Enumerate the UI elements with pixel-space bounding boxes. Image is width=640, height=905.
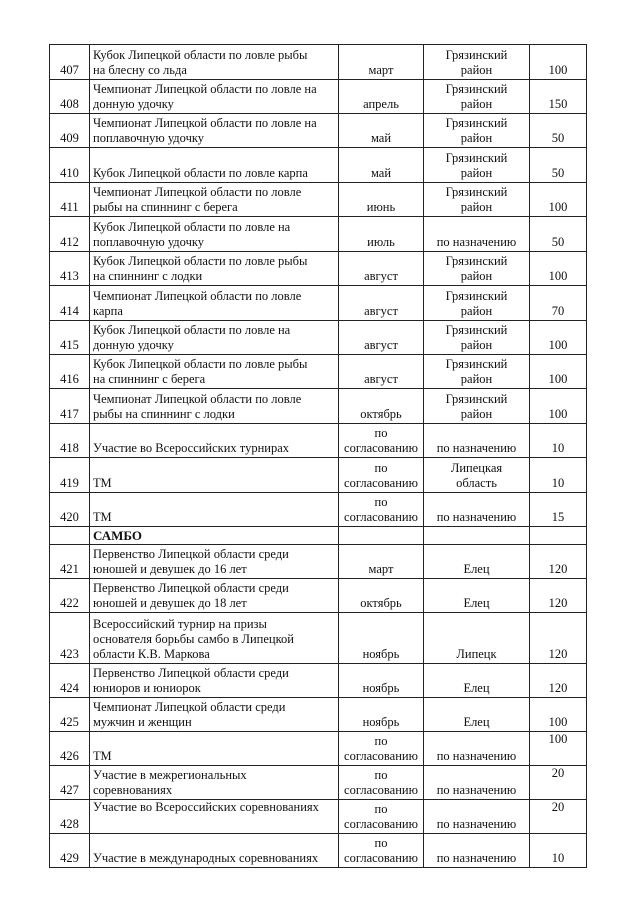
participants-count [530,183,587,217]
table-row [50,114,587,148]
participants-count [530,389,587,424]
event-place [424,545,530,579]
section-num-cell [50,527,90,545]
event-name-line: Первенство Липецкой области среди [93,547,289,561]
event-date [339,217,424,252]
event-place [424,834,530,868]
table-row [50,424,587,458]
event-place-line: по назначению [436,235,517,249]
participants-count-line: 120 [548,596,568,610]
events-table [49,44,587,868]
event-date-line: август [364,372,398,386]
event-date-line: июль [367,235,395,249]
participants-count-line: 100 [548,715,568,729]
table-row [50,732,587,766]
event-name-line: юношей и девушек до 16 лет [93,562,247,576]
event-date [339,252,424,286]
event-date [339,148,424,183]
row-number-line: 414 [60,304,79,318]
row-number-line: 412 [60,235,79,249]
table-row [50,355,587,389]
event-name [90,834,339,868]
event-name-line: Кубок Липецкой области по ловле карпа [93,166,308,180]
event-date [339,493,424,527]
event-place-line: Елец [463,715,490,729]
participants-count [530,545,587,579]
row-number [50,217,90,252]
event-date-line: март [368,562,394,576]
event-date-line: согласованию [344,510,418,524]
participants-count [530,800,587,834]
event-date [339,800,424,834]
event-place-line: по назначению [436,851,517,865]
event-name [90,321,339,355]
event-name-line: рыбы на спиннинг с лодки [93,407,235,421]
event-date-line: март [368,63,394,77]
participants-count-line: 100 [548,269,568,283]
participants-count [530,834,587,868]
section-empty-cell [424,527,530,545]
event-place-line: район [460,338,493,352]
event-date-line: август [364,338,398,352]
event-name [90,114,339,148]
event-name [90,732,339,766]
event-name [90,458,339,493]
row-number [50,80,90,114]
event-place [424,424,530,458]
event-name-line: Всероссийский турнир на призы [93,617,267,631]
event-name-line: на спиннинг с берега [93,372,206,386]
event-date [339,579,424,613]
event-date [339,613,424,664]
participants-count-line: 100 [548,338,568,352]
event-date-line: ноябрь [362,681,400,695]
participants-count [530,286,587,321]
participants-count [530,80,587,114]
event-date-line: май [370,131,392,145]
table-row [50,217,587,252]
event-place-line: район [460,372,493,386]
event-name [90,800,339,834]
row-number-line: 410 [60,166,79,180]
table-row [50,458,587,493]
table-row [50,183,587,217]
event-date-line: по [374,734,388,748]
participants-count-line: 150 [548,97,568,111]
row-number [50,800,90,834]
section-row [50,527,587,545]
event-name-line: юниоров и юниорок [93,681,201,695]
event-place [424,286,530,321]
row-number-line: 425 [60,715,79,729]
event-place-line: Грязинский [445,289,508,303]
event-place-line: район [460,407,493,421]
participants-count-line: 120 [548,562,568,576]
event-name [90,424,339,458]
event-place-line: по назначению [436,749,517,763]
event-name [90,355,339,389]
event-date-line: август [364,269,398,283]
event-place [424,321,530,355]
event-name [90,766,339,800]
participants-count [530,664,587,698]
event-date [339,183,424,217]
event-name [90,45,339,80]
event-place [424,45,530,80]
event-name-line: донную удочку [93,97,174,111]
event-name-line: Кубок Липецкой области по ловле рыбы [93,254,308,268]
event-name-line: Чемпионат Липецкой области среди [93,700,286,714]
row-number [50,252,90,286]
row-number [50,183,90,217]
table-row [50,493,587,527]
event-place-line: район [460,63,493,77]
event-name-line: Чемпионат Липецкой области по ловле [93,392,302,406]
row-number [50,732,90,766]
row-number-line: 415 [60,338,79,352]
table-row [50,766,587,800]
participants-count-line: 50 [551,235,565,249]
event-place-line: район [460,97,493,111]
event-place [424,698,530,732]
row-number [50,698,90,732]
event-name [90,493,339,527]
event-date-line: по [374,768,388,782]
table-row [50,80,587,114]
event-date-line: май [370,166,392,180]
participants-count-line: 20 [551,766,565,780]
event-name [90,698,339,732]
event-place-line: область [456,476,497,490]
event-date [339,698,424,732]
event-place-line: Елец [463,562,490,576]
event-place-line: Липецк [456,647,497,661]
event-place-line: Грязинский [445,392,508,406]
participants-count-line: 10 [551,476,565,490]
event-place-line: Грязинский [445,254,508,268]
event-date-line: по [374,461,388,475]
event-place-line: по назначению [436,510,517,524]
event-name-line: Первенство Липецкой области среди [93,666,289,680]
event-date-line: согласованию [344,851,418,865]
row-number-line: 418 [60,441,79,455]
event-place-line: Елец [463,681,490,695]
event-place [424,183,530,217]
table-row [50,45,587,80]
row-number [50,613,90,664]
event-place [424,800,530,834]
event-place-line: район [460,304,493,318]
event-place [424,732,530,766]
row-number-line: 422 [60,596,79,610]
event-place-line: район [460,131,493,145]
participants-count-line: 10 [551,441,565,455]
table-row [50,579,587,613]
row-number [50,493,90,527]
event-place-line: Грязинский [445,357,508,371]
participants-count-line: 70 [551,304,565,318]
row-number-line: 417 [60,407,79,421]
event-name-line: мужчин и женщин [93,715,192,729]
table-row [50,286,587,321]
event-place-line: Грязинский [445,185,508,199]
event-date-line: июнь [366,200,396,214]
event-place-line: по назначению [436,817,517,831]
event-date-line: согласованию [344,476,418,490]
table-row [50,613,587,664]
participants-count-line: 10 [551,851,565,865]
event-name-line: ТМ [93,476,112,490]
event-place-line: район [460,200,493,214]
event-place-line: Липецкая [450,461,503,475]
event-name-line: Кубок Липецкой области по ловле на [93,220,291,234]
participants-count-line: 50 [551,131,565,145]
table-row [50,148,587,183]
event-name [90,389,339,424]
row-number-line: 429 [60,851,79,865]
event-date [339,321,424,355]
event-name-line: рыбы на спиннинг с берега [93,200,238,214]
row-number [50,458,90,493]
participants-count [530,45,587,80]
event-date-line: октябрь [360,596,402,610]
event-date [339,286,424,321]
event-place-line: Грязинский [445,323,508,337]
event-place [424,766,530,800]
event-place-line: Грязинский [445,116,508,130]
event-place-line: Грязинский [445,151,508,165]
participants-count [530,217,587,252]
event-date [339,458,424,493]
event-place [424,148,530,183]
event-place [424,389,530,424]
row-number-line: 413 [60,269,79,283]
row-number-line: 424 [60,681,79,695]
row-number-line: 428 [60,817,79,831]
event-date [339,45,424,80]
participants-count [530,613,587,664]
row-number [50,389,90,424]
event-date [339,545,424,579]
row-number [50,424,90,458]
event-name-line: карпа [93,304,123,318]
participants-count-line: 15 [551,510,565,524]
section-title-line: САМБО [93,528,143,543]
row-number [50,766,90,800]
row-number [50,834,90,868]
event-date [339,114,424,148]
event-name [90,613,339,664]
participants-count [530,579,587,613]
event-date [339,389,424,424]
event-name-line: Участие в межрегиональных [93,768,247,782]
participants-count [530,493,587,527]
event-date-line: согласованию [344,441,418,455]
participants-count [530,698,587,732]
participants-count-line: 50 [551,166,565,180]
table-row [50,252,587,286]
row-number [50,45,90,80]
participants-count [530,355,587,389]
event-place-line: по назначению [436,783,517,797]
row-number-line: 421 [60,562,79,576]
event-date-line: согласованию [344,749,418,763]
event-name [90,217,339,252]
table-row [50,698,587,732]
row-number-line: 408 [60,97,79,111]
participants-count [530,252,587,286]
participants-count-line: 120 [548,647,568,661]
row-number [50,148,90,183]
event-place [424,114,530,148]
event-name-line: Кубок Липецкой области по ловле на [93,323,291,337]
participants-count-line: 100 [548,372,568,386]
event-name-line: юношей и девушек до 18 лет [93,596,247,610]
event-place-line: Грязинский [445,48,508,62]
event-date [339,766,424,800]
participants-count-line: 100 [548,63,568,77]
participants-count [530,114,587,148]
event-name-line: ТМ [93,510,112,524]
event-place [424,252,530,286]
table-row [50,321,587,355]
event-name-line: Кубок Липецкой области по ловле рыбы [93,48,308,62]
participants-count-line: 20 [551,800,565,814]
event-name [90,286,339,321]
participants-count-line: 100 [548,732,568,746]
event-date [339,355,424,389]
event-name [90,252,339,286]
event-name-line: Чемпионат Липецкой области по ловле [93,185,302,199]
event-name [90,545,339,579]
event-name-line: Участие во Всероссийских соревнованиях [93,800,319,814]
section-title [90,527,339,545]
participants-count [530,766,587,800]
row-number-line: 411 [60,200,79,214]
event-name-line: Кубок Липецкой области по ловле рыбы [93,357,308,371]
event-name [90,183,339,217]
event-name [90,80,339,114]
event-place [424,579,530,613]
participants-count-line: 100 [548,407,568,421]
participants-count-line: 120 [548,681,568,695]
event-name-line: на блесну со льда [93,63,187,77]
event-date-line: по [374,495,388,509]
event-place [424,493,530,527]
event-place [424,664,530,698]
event-name-line: Первенство Липецкой области среди [93,581,289,595]
event-name [90,579,339,613]
event-name-line: поплавочную удочку [93,131,205,145]
participants-count [530,148,587,183]
event-date-line: апрель [363,97,399,111]
event-place-line: район [460,166,493,180]
event-name-line: области К.В. Маркова [93,647,210,661]
event-name-line: Участие в международных соревнованиях [93,851,319,865]
event-place [424,217,530,252]
row-number-line: 426 [60,749,79,763]
event-date-line: по [374,426,388,440]
table-row [50,389,587,424]
event-date-line: ноябрь [362,715,400,729]
row-number-line: 427 [60,783,79,797]
section-empty-cell [339,527,424,545]
event-date-line: по [374,802,388,816]
event-place-line: район [460,269,493,283]
event-date [339,424,424,458]
row-number-line: 420 [60,510,79,524]
event-date-line: по [374,836,388,850]
table-row [50,800,587,834]
participants-count-line: 100 [548,200,568,214]
event-name-line: донную удочку [93,338,174,352]
event-name-line: на спиннинг с лодки [93,269,203,283]
event-place-line: Елец [463,596,490,610]
event-name-line: ТМ [93,749,112,763]
participants-count [530,321,587,355]
row-number-line: 407 [60,63,79,77]
event-date [339,664,424,698]
event-name-line: поплавочную удочку [93,235,205,249]
row-number-line: 423 [60,647,79,661]
event-name [90,148,339,183]
event-name-line: соревнованиях [93,783,173,797]
row-number-line: 416 [60,372,79,386]
event-name-line: Чемпионат Липецкой области по ловле [93,289,302,303]
row-number [50,321,90,355]
event-place [424,355,530,389]
table-row [50,545,587,579]
event-date [339,732,424,766]
participants-count [530,458,587,493]
event-place [424,613,530,664]
row-number [50,579,90,613]
event-name-line: Чемпионат Липецкой области по ловле на [93,82,317,96]
participants-count [530,424,587,458]
row-number [50,114,90,148]
section-empty-cell [530,527,587,545]
event-place [424,80,530,114]
events-table-body [50,45,587,868]
row-number [50,355,90,389]
participants-count [530,732,587,766]
row-number-line: 419 [60,476,79,490]
row-number [50,664,90,698]
row-number [50,545,90,579]
event-date-line: согласованию [344,817,418,831]
event-date-line: ноябрь [362,647,400,661]
event-date [339,834,424,868]
event-place [424,458,530,493]
event-place-line: по назначению [436,441,517,455]
event-name-line: Участие во Всероссийских турнирах [93,441,290,455]
event-name-line: основателя борьбы самбо в Липецкой [93,632,294,646]
event-date-line: август [364,304,398,318]
event-date [339,80,424,114]
event-date-line: октябрь [360,407,402,421]
table-row [50,664,587,698]
table-row [50,834,587,868]
event-date-line: согласованию [344,783,418,797]
row-number [50,286,90,321]
event-name-line: Чемпионат Липецкой области по ловле на [93,116,317,130]
event-place-line: Грязинский [445,82,508,96]
event-name [90,664,339,698]
row-number-line: 409 [60,131,79,145]
